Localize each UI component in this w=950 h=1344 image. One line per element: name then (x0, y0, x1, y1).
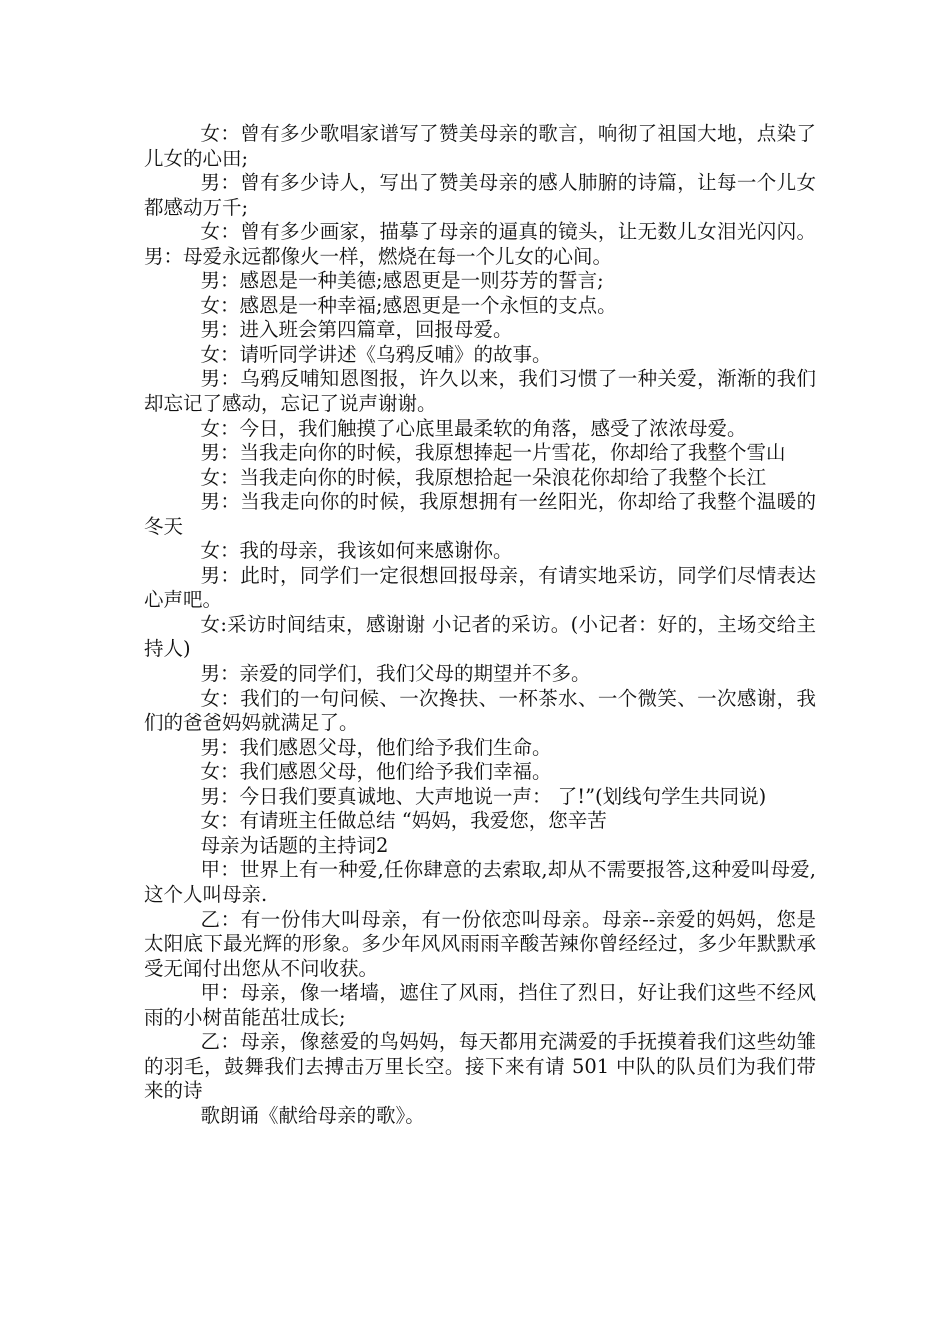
paragraph: 女：今日，我们触摸了心底里最柔软的角落，感受了浓浓母爱。 (200, 416, 747, 440)
paragraph: 甲：世界上有一种爱,任你肆意的去索取,却从不需要报答,这种爱叫母爱,这个人叫母亲. (144, 858, 816, 906)
paragraph: 女：有请班主任做总结 “妈妈，我爱您，您辛苦 (200, 809, 607, 833)
paragraph: 男：当我走向你的时候，我原想拥有一丝阳光，你却给了我整个温暖的冬天 (144, 490, 816, 538)
paragraph: 男：曾有多少诗人，写出了赞美母亲的感人肺腑的诗篇，让每一个儿女都感动万千; (144, 171, 816, 219)
paragraph: 女：曾有多少歌唱家谱写了赞美母亲的歌言，响彻了祖国大地，点染了儿女的心田; (144, 122, 816, 170)
section-heading: 母亲为话题的主持词2 (200, 833, 389, 857)
paragraph: 男：我们感恩父母，他们给予我们生命。 (200, 735, 552, 759)
paragraph: 女：请听同学讲述《乌鸦反哺》的故事。 (200, 342, 552, 366)
paragraph: 男：感恩是一种美德;感恩更是一则芬芳的誓言; (200, 269, 604, 293)
paragraph: 乙：有一份伟大叫母亲，有一份依恋叫母亲。母亲--亲爱的妈妈，您是太阳底下最光辉的形象。多少年风风雨雨辛酸苦辣你曾经经过，多少年默默承受无闻付出您从不问收获。 (144, 907, 816, 980)
document-body (144, 122, 816, 1128)
paragraph: 女：感恩是一种幸福;感恩更是一个永恒的支点。 (200, 293, 617, 317)
paragraph: 女:采访时间结束，感谢谢 小记者的采访。(小记者：好的，主场交给主持人) (144, 612, 816, 661)
paragraph: 男：亲爱的同学们，我们父母的期望并不多。 (200, 662, 591, 686)
paragraph: 女：我的母亲，我该如何来感谢你。 (200, 539, 513, 563)
paragraph: 歌朗诵《献给母亲的歌》。 (200, 1103, 425, 1127)
paragraph: 女：当我走向你的时候，我原想拾起一朵浪花你却给了我整个长江 (200, 465, 767, 489)
paragraph: 男：今日我们要真诚地、大声地说一声： 了!”(划线句学生共同说) (200, 784, 767, 808)
paragraph: 男：乌鸦反哺知恩图报，许久以来，我们习惯了一种关爱，渐渐的我们却忘记了感动，忘记了说声谢谢。 (144, 367, 816, 416)
paragraph: 甲：母亲，像一堵墙，遮住了风雨，挡住了烈日，好让我们这些不经风雨的小树苗能茁壮成长; (144, 981, 816, 1029)
paragraph: 女：我们的一句问候、一次搀扶、一杯茶水、一个微笑、一次感谢，我们的爸爸妈妈就满足了。 (144, 686, 816, 735)
paragraph: 乙：母亲，像慈爱的鸟妈妈，每天都用充满爱的手抚摸着我们这些幼雏的羽毛，鼓舞我们去搏击万里长空。接下来有请 501 中队的队员们为我们带来的诗 (144, 1030, 816, 1103)
paragraph: 男：当我走向你的时候，我原想捧起一片雪花，你却给了我整个雪山 (200, 441, 786, 465)
paragraph: 女：曾有多少画家，描摹了母亲的逼真的镜头，让无数儿女泪光闪闪。 男：母爱永远都像火一样，燃烧在每一个儿女的心间。 (144, 220, 816, 268)
paragraph: 女：我们感恩父母，他们给予我们幸福。 (200, 760, 552, 784)
paragraph: 男：此时，同学们一定很想回报母亲，有请实地采访，同学们尽情表达心声吧。 (144, 563, 816, 612)
paragraph: 男：进入班会第四篇章，回报母爱。 (200, 318, 513, 342)
